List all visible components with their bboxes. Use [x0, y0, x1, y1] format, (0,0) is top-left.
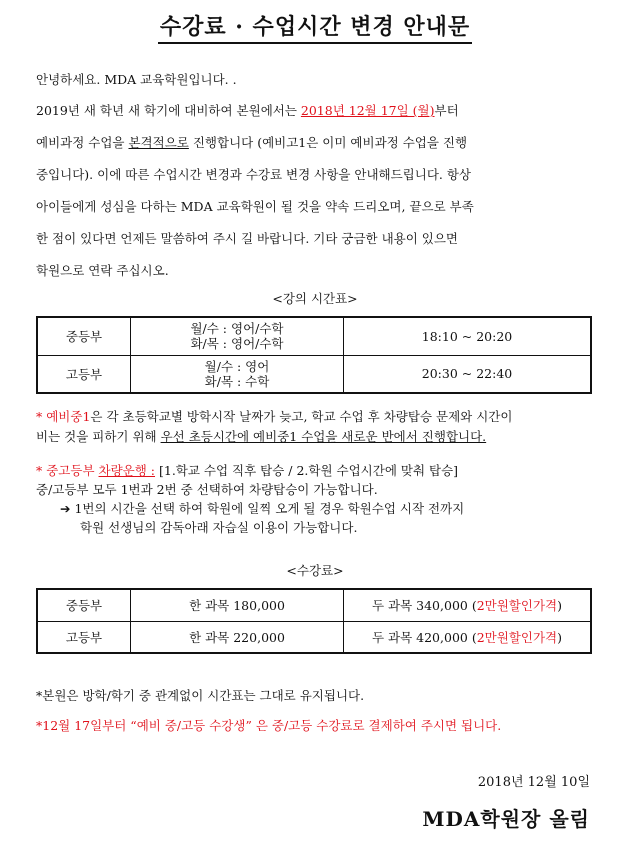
signature: MDA학원장 올림 — [422, 807, 590, 831]
fees-table — [36, 588, 592, 654]
footer-note-2: *12월 17일부터 “예비 중/고등 수강생” 은 중/고등 수강료로 결제하여 주시면 됩니다. — [36, 718, 502, 733]
note-2-line-2: 중/고등부 모두 1번과 2번 중 선택하여 차량탑승이 가능합니다. — [36, 482, 378, 497]
intro-line-7: 학원으로 연락 주십시오. — [36, 263, 169, 278]
schedule-days: 월/수 : 영어/수학 화/목 : 영어/수학 — [131, 317, 344, 355]
intro-line-5: 아이들에게 성심을 다하는 MDA 교육학원이 될 것을 약속 드리오며, 끝으로 부족 — [36, 199, 474, 214]
schedule-table — [36, 316, 592, 394]
document-title: 수강료 · 수업시간 변경 안내문 — [0, 10, 630, 41]
intro-line-3: 예비과정 수업을 본격적으로 진행합니다 (예비고1은 이미 예비과정 수업을 진행 — [36, 135, 468, 150]
fee-two-subjects: 두 과목 420,000 (2만원할인가격) — [344, 621, 592, 653]
arrow-right-icon: ➔ — [60, 501, 71, 516]
note-2-line-3: ➔ 1번의 시간을 선택 하여 학원에 일찍 오게 될 경우 학원수업 시작 전까지 — [60, 501, 465, 516]
table-row — [37, 317, 591, 355]
table-row — [37, 589, 591, 621]
intro-line-2: 2019년 새 학년 새 학기에 대비하여 본원에서는 2018년 12월 17일 (월)부터 — [36, 103, 459, 118]
schedule-level: 고등부 — [37, 355, 131, 393]
fee-one-subject: 한 과목 180,000 — [131, 589, 344, 621]
note-1-line-1: * 예비중1은 각 초등학교별 방학시작 날짜가 늦고, 학교 수업 후 차량탑승 문제와 시간이 — [36, 409, 513, 424]
schedule-time: 20:30 ~ 22:40 — [344, 355, 592, 393]
table-row — [37, 355, 591, 393]
fee-two-subjects: 두 과목 340,000 (2만원할인가격) — [344, 589, 592, 621]
document-date: 2018년 12월 10일 — [477, 775, 590, 790]
schedule-level: 중등부 — [37, 317, 131, 355]
table-row — [37, 621, 591, 653]
schedule-time: 18:10 ~ 20:20 — [344, 317, 592, 355]
note-1-line-2: 비는 것을 피하기 위해 우선 초등시간에 예비중1 수업을 새로운 반에서 진행합니다. — [36, 429, 487, 444]
fee-level: 중등부 — [37, 589, 131, 621]
intro-line-4: 중입니다). 이에 따른 수업시간 변경과 수강료 변경 사항을 안내해드립니다. 항상 — [36, 167, 471, 182]
start-date: 2018년 12월 17일 (월) — [300, 103, 435, 118]
footer-note-1: *본원은 방학/학기 중 관계없이 시간표는 그대로 유지됩니다. — [36, 688, 365, 703]
schedule-days: 월/수 : 영어 화/목 : 수학 — [131, 355, 344, 393]
fee-level: 고등부 — [37, 621, 131, 653]
note-2-line-4: 학원 선생님의 감독아래 자습실 이용이 가능합니다. — [80, 520, 358, 535]
schedule-heading: <강의 시간표> — [272, 291, 358, 306]
fee-one-subject: 한 과목 220,000 — [131, 621, 344, 653]
intro-greeting: 안녕하세요. MDA 교육학원입니다. . — [36, 72, 237, 87]
fees-heading: <수강료> — [286, 563, 344, 578]
intro-line-6: 한 점이 있다면 언제든 말씀하여 주시 길 바랍니다. 기타 궁금한 내용이 있으면 — [36, 231, 459, 246]
note-2-line-1: * 중고등부 차량운행 : [1.학교 수업 직후 탑승 / 2.학원 수업시간에 맞춰 탑승] — [36, 463, 459, 478]
